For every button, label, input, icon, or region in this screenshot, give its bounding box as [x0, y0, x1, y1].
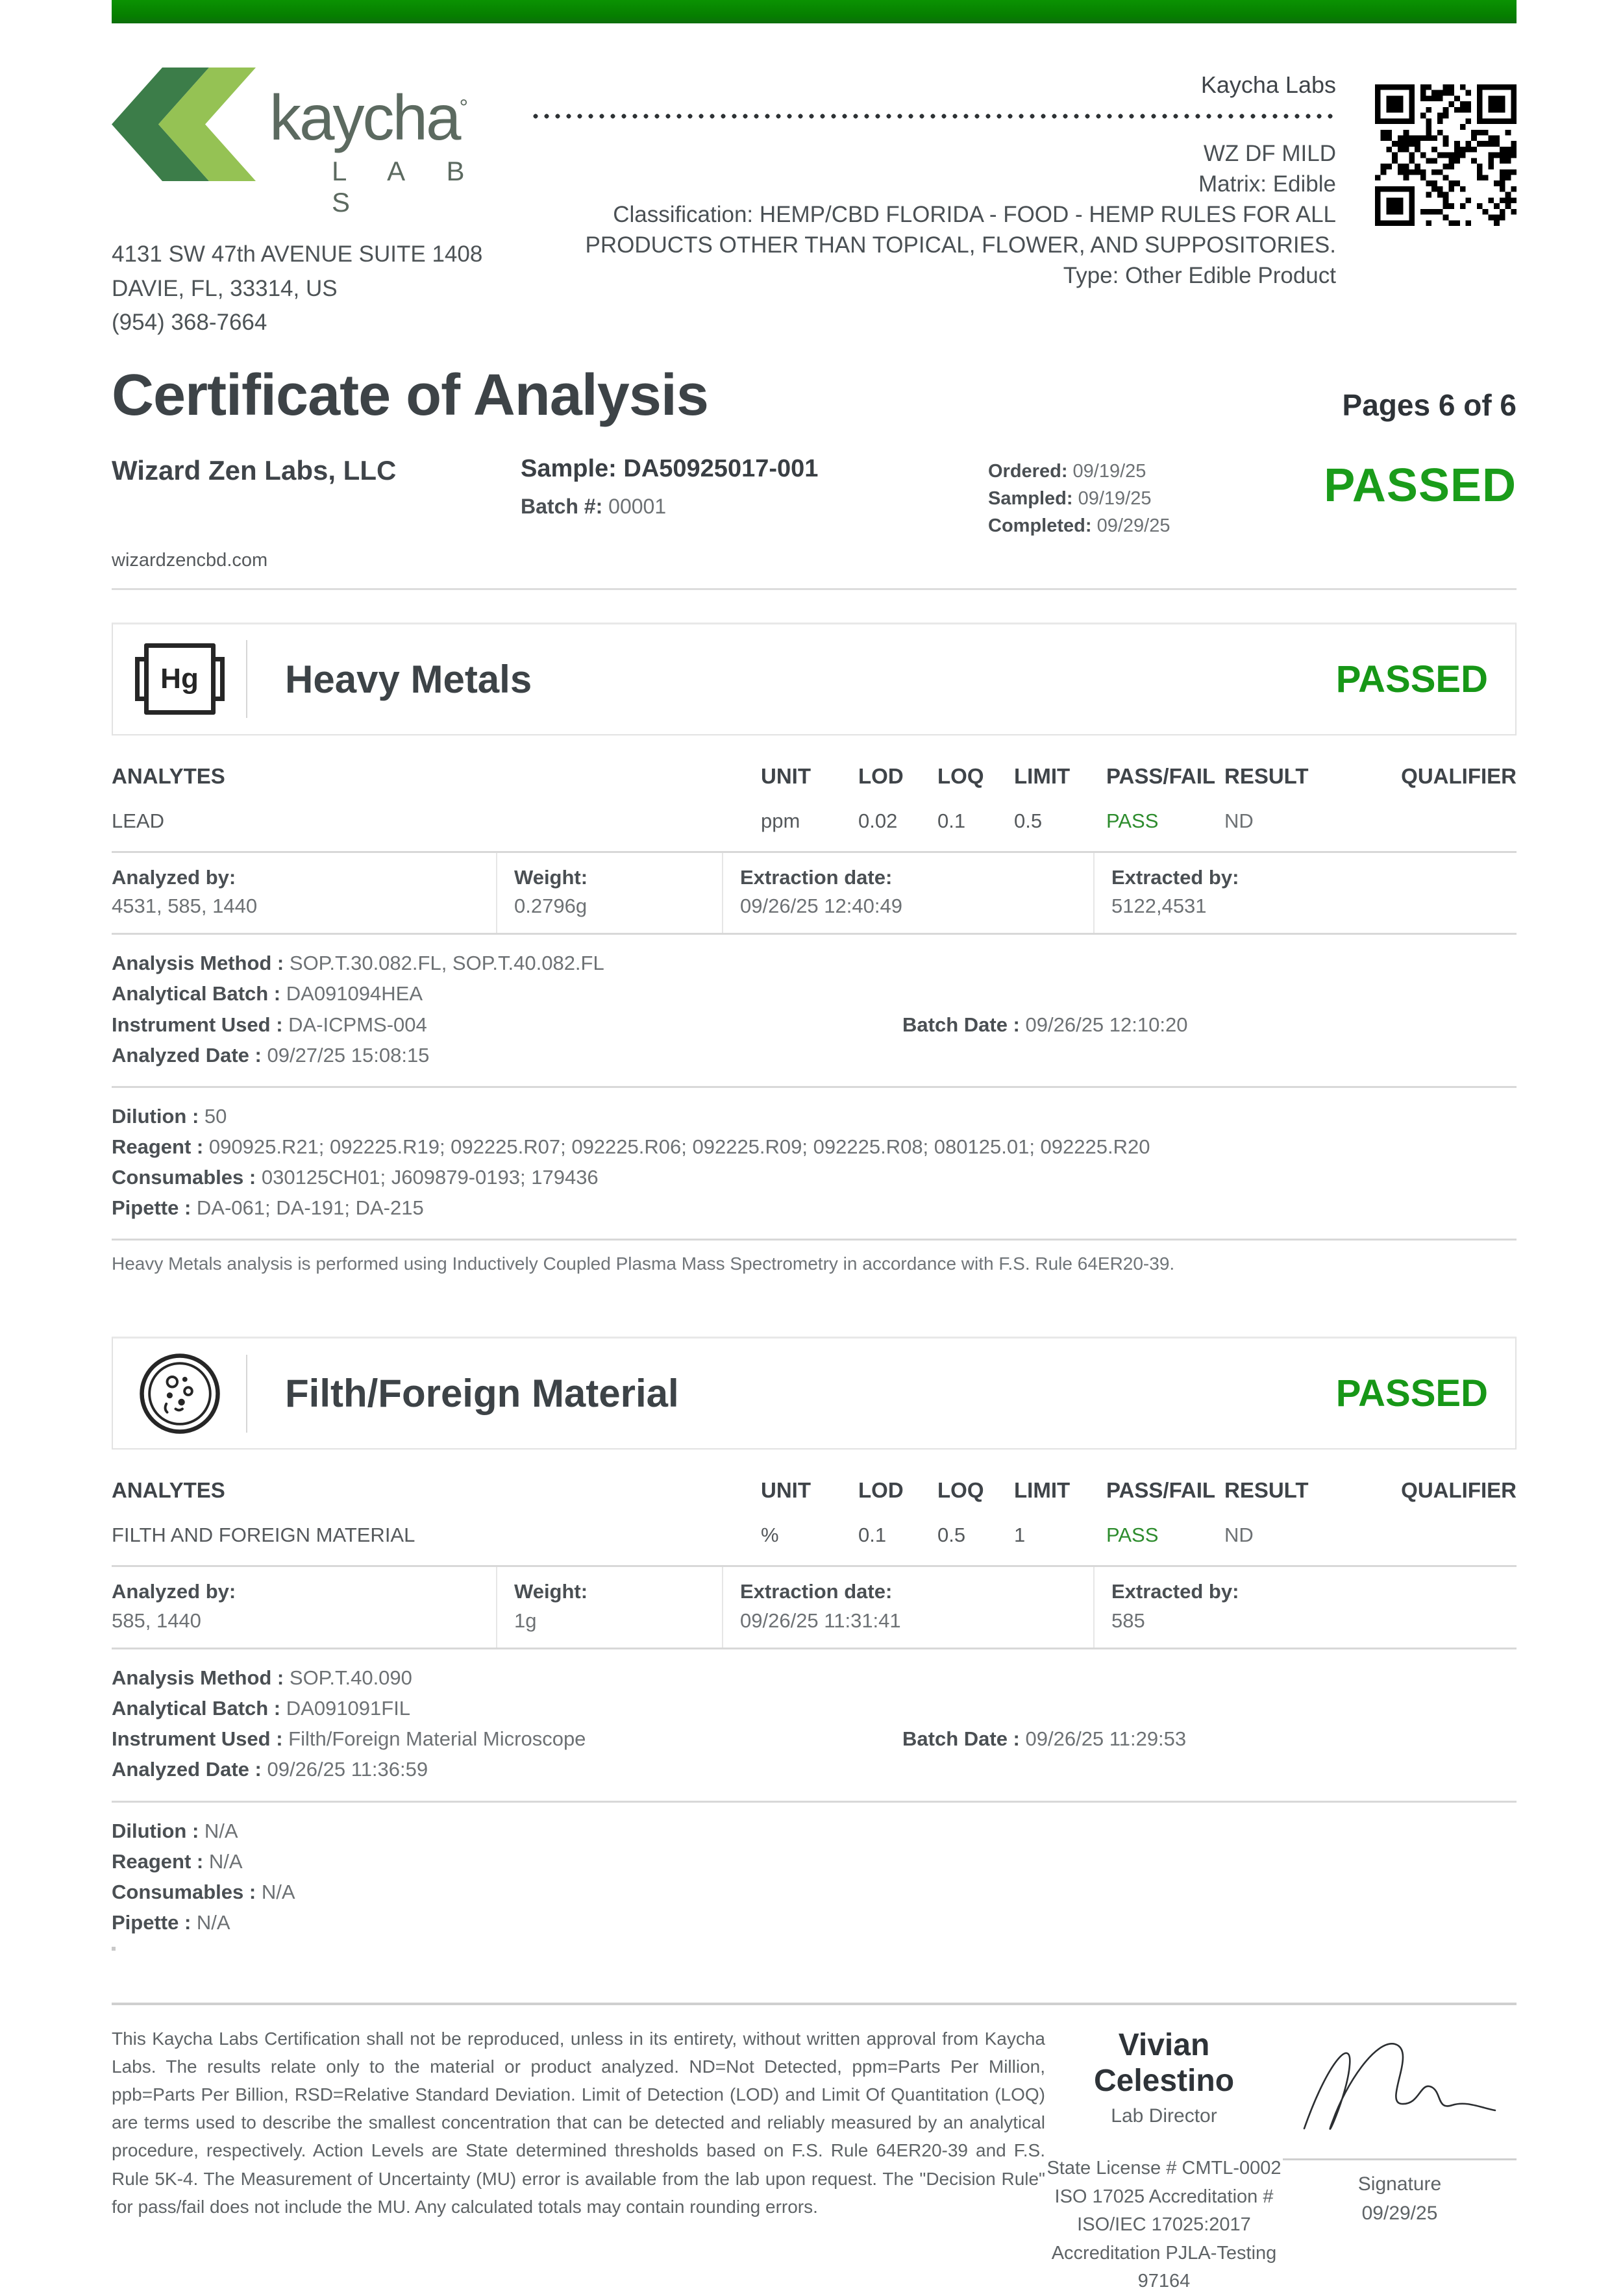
kaycha-logo [112, 68, 532, 218]
section-status-badge: PASSED [1335, 1372, 1488, 1415]
kaycha-chevrons-icon [112, 68, 258, 181]
analysis-info-strip: Analyzed by: 585, 1440 Weight: 1g Extraction date: 09/26/25 11:31:41 Extracted by: 585 [112, 1565, 1517, 1649]
table-row: LEAD ppm 0.02 0.1 0.5 PASS ND [112, 794, 1517, 851]
section-title: Filth/Foreign Material [285, 1372, 679, 1416]
top-accent-bar [112, 0, 1517, 23]
sample-meta-block [532, 68, 1375, 291]
director-name: Vivian Celestino [1093, 2028, 1235, 2099]
mercury-element-icon: Hg [144, 643, 216, 715]
header-divider [112, 588, 1517, 590]
batch-number: Batch #: 00001 [521, 494, 667, 518]
sampled-date: Sampled: 09/19/25 [988, 488, 1152, 509]
signature-block [1283, 2025, 1517, 2296]
completed-date: Completed: 09/29/25 [988, 515, 1170, 536]
lab-identity-block [112, 68, 532, 340]
client-website: wizardzencbd.com [112, 549, 268, 571]
sample-matrix: Matrix: Edible [1198, 171, 1336, 197]
qr-code-block [1375, 68, 1517, 229]
signature-divider [1283, 2158, 1517, 2160]
section-heavy-metals-header [112, 623, 1517, 735]
section-filth-header [112, 1337, 1517, 1450]
result-value: ND [1224, 1524, 1254, 1547]
analytes-table-header: ANALYTES UNIT LOD LOQ LIMIT PASS/FAIL RESULT QUALIFIER [112, 1478, 1517, 1503]
director-title: Lab Director [1111, 2105, 1217, 2127]
logo-brand-text: kaycha° [269, 82, 467, 153]
signature-label: Signature [1357, 2173, 1442, 2195]
pass-fail-value: PASS [1106, 1524, 1159, 1547]
section-note: Heavy Metals analysis is performed using Inductively Coupled Plasma Mass Spectrometry in accordance with F.S. Rule 64ER20-39. [112, 1253, 1175, 1274]
batch-date: Batch Date : 09/26/25 12:10:20 [902, 1013, 1188, 1036]
overall-status-badge: PASSED [1324, 459, 1517, 512]
method-block: Analysis Method : SOP.T.30.082.FL, SOP.T.40.082.FL Analytical Batch : DA091094HEA Instrument Used : DA-ICPMS-004 Batch Date : 09/26/25 12:10:20 Analyzed Date : 09/27/25 15:08:15 [112, 935, 1517, 1087]
section-status-badge: PASSED [1335, 658, 1488, 700]
dotted-divider [532, 113, 1336, 119]
analytes-table-header: ANALYTES UNIT LOD LOQ LIMIT PASS/FAIL RESULT QUALIFIER [112, 763, 1517, 788]
analyte-name: FILTH AND FOREIGN MATERIAL [112, 1524, 415, 1547]
result-value: ND [1224, 809, 1254, 832]
trademark-mark: ° [459, 95, 467, 120]
table-row: FILTH AND FOREIGN MATERIAL % 0.1 0.5 1 PASS ND [112, 1508, 1517, 1565]
address-line: DAVIE, FL, 33314, US [112, 275, 338, 301]
petri-dish-icon [138, 1352, 222, 1436]
sample-classification: Classification: HEMP/CBD FLORIDA - FOOD - HEMP RULES FOR ALL PRODUCTS OTHER THAN TOPICAL, FLOWER, AND SUPPOSITORIES. [585, 201, 1336, 258]
client-name: Wizard Zen Labs, LLC [112, 454, 397, 486]
client-row [112, 455, 1517, 571]
sample-id: Sample: DA50925017-001 [521, 454, 819, 482]
license-info: State License # CMTL-0002 ISO 17025 Accreditation # ISO/IEC 17025:2017 Accreditation PJLA-Testing 97164 [1046, 2158, 1282, 2292]
analyte-name: LEAD [112, 809, 164, 832]
lab-director-block [1045, 2025, 1283, 2296]
consumables-block: Dilution : N/A Reagent : N/A Consumables : N/A Pipette : N/A [112, 1803, 1517, 1966]
pass-fail-value: PASS [1106, 809, 1159, 832]
address-line: 4131 SW 47th AVENUE SUITE 1408 [112, 241, 483, 267]
signature-date: 09/29/25 [1361, 2203, 1438, 2224]
lab-name: Kaycha Labs [1200, 71, 1336, 98]
signature-scribble [1293, 2025, 1507, 2154]
analysis-info-strip: Analyzed by: 4531, 585, 1440 Weight: 0.2796g Extraction date: 09/26/25 12:40:49 Extracted by: 5122,4531 [112, 851, 1517, 935]
page-count: Pages 6 of 6 [1342, 388, 1517, 422]
document-header [112, 68, 1517, 340]
sample-type: Type: Other Edible Product [1063, 262, 1336, 288]
section-title: Heavy Metals [285, 657, 532, 701]
lab-address [112, 238, 532, 340]
order-dates [988, 455, 1170, 571]
consumables-block: Dilution : 50 Reagent : 090925.R21; 092225.R19; 092225.R07; 092225.R06; 092225.R09; 092225.R08; 080125.01; 092225.R20 Consumables : 030125CH01; J609879-0193; 179436 Pipette : DA-061; DA-191; DA-215 [112, 1088, 1517, 1241]
qr-code-icon [1375, 84, 1517, 226]
method-block: Analysis Method : SOP.T.40.090 Analytical Batch : DA091091FIL Instrument Used : Filth/Foreign Material Microscope Batch Date : 09/26/25 11:29:53 Analyzed Date : 09/26/25 11:36:59 [112, 1649, 1517, 1802]
title-row [112, 362, 1517, 429]
batch-date: Batch Date : 09/26/25 11:29:53 [902, 1727, 1187, 1751]
ordered-date: Ordered: 09/19/25 [988, 460, 1146, 482]
legal-disclaimer: This Kaycha Labs Certification shall not be reproduced, unless in its entirety, without written approval from Kaycha Labs. The results relate only to the material or product analyzed. ND=Not Detected, ppm=Parts Per Million, ppb=Parts Per Billion, RSD=Relative Standard Deviation. Limit of Detection (LOD) and Limit Of Quantitation (LOQ) are terms used to describe the smallest concentration that can be detected and reliably measured by an analytical procedure, respectively. Action Levels are State determined thresholds based on F.S. Rule 64ER20-39 and F.S. Rule 5K-4. The Measurement of Uncertainty (MU) error is available from the lab upon request. The "Decision Rule" for pass/fail does not include the MU. Any calculated totals may contain rounding errors. [112, 2029, 1045, 2217]
page-title: Certificate of Analysis [112, 362, 708, 428]
stray-mark [112, 1947, 116, 1951]
address-line: (954) 368-7664 [112, 310, 267, 335]
sample-name: WZ DF MILD [1203, 141, 1336, 166]
document-footer [112, 2003, 1517, 2296]
logo-labs-text: L A B S [332, 156, 482, 217]
